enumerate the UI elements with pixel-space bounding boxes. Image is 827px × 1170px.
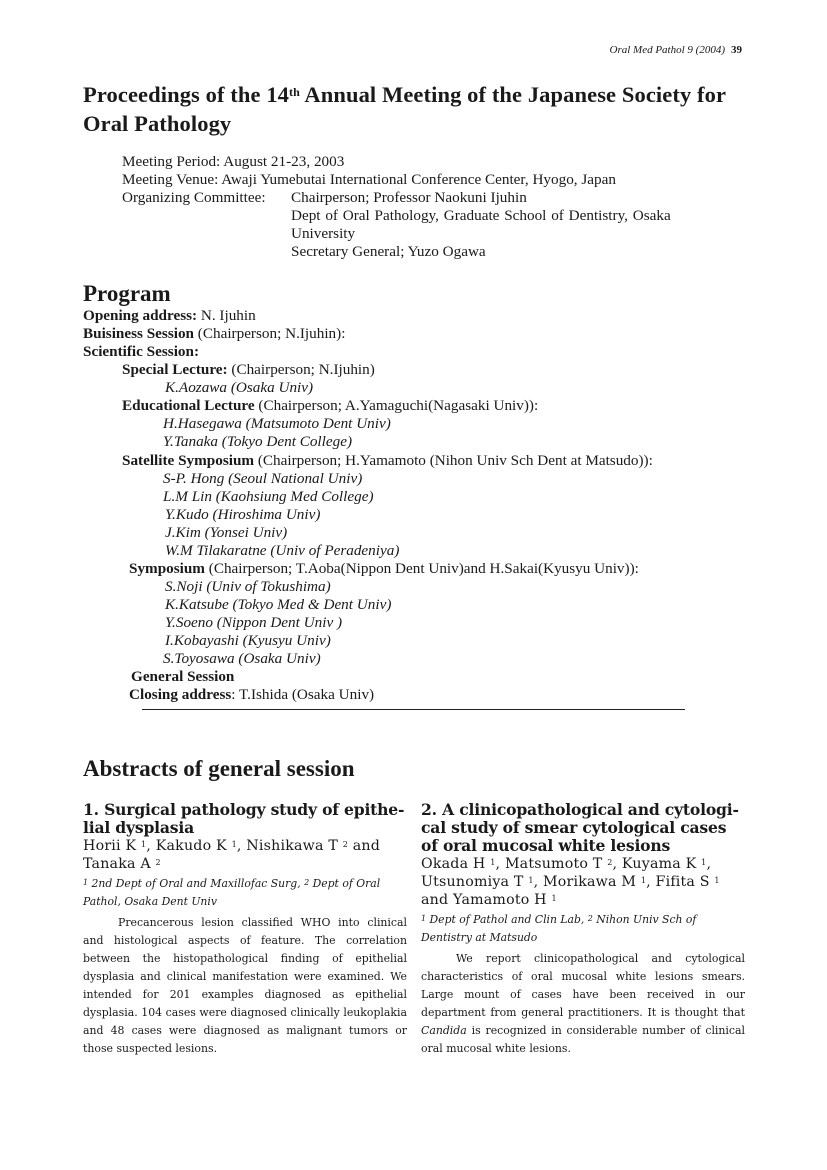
general-label: General Session: [131, 668, 235, 685]
educational-label: Educational Lecture: [122, 397, 255, 414]
abstract-2: [421, 801, 745, 1058]
author-name: Okada H: [421, 856, 491, 872]
opening-text: N. Ijuhin: [197, 307, 256, 324]
general-session: [131, 668, 234, 686]
abstract-authors: [83, 837, 407, 873]
meeting-period: Meeting Period: August 21-23, 2003: [122, 153, 345, 170]
author-affiliation-marker: 1: [141, 840, 147, 849]
author-name: Tanaka A: [83, 856, 156, 872]
title-part2: Annual Meeting of the Japanese Society for Oral Pathology: [83, 82, 726, 136]
speaker: H.Hasegawa (Matsumoto Dent Univ): [163, 415, 391, 432]
abstract-title: [83, 801, 407, 837]
author-name: Utsunomiya T: [421, 874, 529, 890]
business-label: Buisiness Session: [83, 325, 194, 342]
speaker: W.M Tilakaratne (Univ of Peradeniya): [165, 542, 400, 559]
speaker: S.Toyosawa (Osaka Univ): [163, 650, 321, 667]
speaker: Y.Soeno (Nippon Dent Univ ): [165, 614, 343, 631]
author-affiliation-marker: 1: [551, 894, 557, 903]
business-text: (Chairperson; N.Ijuhin):: [194, 325, 346, 342]
abstract-body: Precancerous lesion classified WHO into clinical and histological aspects of feature. The correlation between the histopathological finding of epithelial dysplasia and clinical manifestation were examined. We intended for 201 examples diagnosed as epithelial dysplasia. 104 cases were diagnosed clinically leukoplakia and 48 cases were diagnosed as malignant tumors or those suspected lesions.: [83, 916, 407, 1055]
affiliation-text: Dept of Oral Pathol, Osaka Dent Univ: [83, 877, 381, 908]
author-name: Nishikawa T: [246, 838, 343, 854]
abstract-1: [83, 801, 407, 1058]
author-name: Yamamoto H: [453, 892, 552, 908]
speaker: K.Aozawa (Osaka Univ): [165, 379, 314, 396]
special-text: (Chairperson; N.Ijuhin): [227, 361, 375, 378]
meeting-venue: Meeting Venue: Awaji Yumebutai International Conference Center, Hyogo, Japan: [122, 171, 616, 188]
speaker: L.M Lin (Kaohsiung Med College): [163, 488, 374, 505]
closing-address: [129, 686, 374, 704]
symposium-label: Symposium: [129, 560, 205, 577]
abstract-title-text: 2. A clinicopathological and cytologi-​cal study of smear cytological cases of oral mucosal white lesions: [421, 800, 739, 855]
committee-line: Chairperson; Professor Naokuni Ijuhin: [291, 189, 527, 206]
author-name: Fifita S: [655, 874, 715, 890]
educational-lecture: [122, 397, 538, 415]
speaker: Y.Kudo (Hiroshima Univ): [165, 506, 321, 523]
author-separator: ,: [146, 838, 156, 854]
affiliation-marker: 1: [421, 914, 427, 923]
affiliation-marker: 2: [304, 878, 310, 887]
author-separator: ,: [533, 874, 544, 890]
satellite-label: Satellite Symposium: [122, 452, 255, 469]
author-separator: and: [348, 838, 381, 854]
page-number: 39: [731, 44, 742, 56]
section-divider: [142, 709, 685, 710]
journal-citation: Oral Med Pathol 9 (2004): [609, 44, 725, 56]
educational-text: (Chairperson; A.Yamaguchi(Nagasaki Univ)):: [254, 397, 539, 414]
affiliation-text: Dept of Pathol and Clin Lab,: [426, 913, 588, 926]
opening-label: Opening address:: [83, 307, 198, 324]
author-affiliation-marker: 1: [714, 876, 720, 885]
author-separator: ,: [612, 856, 622, 872]
author-name: Kuyama K: [621, 856, 702, 872]
abstract-body: [421, 950, 745, 1058]
running-head: [610, 44, 742, 56]
abstract-authors: [421, 855, 745, 909]
abstract-title-text: 1. Surgical pathology study of epithe-​lial dysplasia: [83, 800, 405, 837]
committee-line: Dept of Oral Pathology, Graduate School of Dentistry, Osaka: [291, 207, 671, 224]
business-session: [83, 325, 345, 343]
committee-line: Secretary General; Yuzo Ogawa: [291, 243, 486, 260]
affiliation-text: 2nd Dept of Oral and Maxillofac Surg,: [88, 877, 305, 890]
author-affiliation-marker: 1: [528, 876, 534, 885]
title-part1: Proceedings of the 14: [83, 82, 290, 107]
symposium: [129, 560, 639, 578]
author-separator: and: [421, 892, 453, 908]
special-label: Special Lecture:: [122, 361, 228, 378]
committee-line: University: [291, 225, 356, 242]
speaker: I.Kobayashi (Kyusyu Univ): [165, 632, 331, 649]
scientific-label: Scientific Session:: [83, 343, 200, 360]
abstracts-heading: Abstracts of general session: [83, 756, 355, 781]
author-separator: ,: [646, 874, 656, 890]
author-affiliation-marker: 1: [701, 858, 707, 867]
title-superscript: th: [289, 85, 300, 99]
satellite-symposium: [122, 452, 653, 470]
author-affiliation-marker: 2: [342, 840, 349, 849]
speaker: K.Katsube (Tokyo Med & Dent Univ): [165, 596, 392, 613]
organizing-committee-label: Organizing Committee:: [122, 189, 266, 206]
symposium-text: (Chairperson; T.Aoba(Nippon Dent Univ)and H.Sakai(Kyusyu Univ)):: [204, 560, 639, 577]
page-title: [83, 80, 763, 138]
author-affiliation-marker: 1: [231, 840, 237, 849]
affiliation-text: Nihon Univ Sch of Dentistry at Matsudo: [421, 913, 697, 944]
speaker: J.Kim (Yonsei Univ): [165, 524, 288, 541]
author-separator: ,: [236, 838, 247, 854]
author-name: Matsumoto T: [504, 856, 608, 872]
author-affiliation-marker: 1: [490, 858, 496, 867]
author-affiliation-marker: 1: [640, 876, 647, 885]
author-name: Kakudo K: [155, 838, 232, 854]
author-affiliation-marker: 2: [155, 858, 161, 867]
affiliation-marker: 2: [587, 914, 593, 923]
abstract-affiliations: [83, 875, 407, 911]
opening-address: [83, 307, 256, 325]
body-text: We report clinicopathological and cytological characteristics of oral mucosal white lesions smears. Large mount of cases have been received in our department from general practitioners. It is thought that: [421, 952, 745, 1019]
abstract-title: [421, 801, 745, 855]
scientific-session: [83, 343, 199, 361]
speaker: S.Noji (Univ of Tokushima): [165, 578, 331, 595]
satellite-text: (Chairperson; H.Yamamoto (Nihon Univ Sch Dent at Matsudo)):: [254, 452, 653, 469]
abstract-affiliations: [421, 911, 745, 947]
affiliation-marker: 1: [83, 878, 89, 887]
program-heading: Program: [83, 281, 171, 306]
closing-label: Closing address: [129, 686, 232, 703]
author-name: Horii K: [83, 838, 141, 854]
author-separator: ,: [495, 856, 505, 872]
closing-text: : T.Ishida (Osaka Univ): [231, 686, 375, 703]
speaker: S-P. Hong (Seoul National Univ): [163, 470, 363, 487]
author-name: Morikawa M: [543, 874, 641, 890]
special-lecture: [122, 361, 375, 379]
body-italic-term: Candida: [421, 1024, 467, 1037]
body-text: is recognized in considerable number of clinical oral mucosal white lesions.: [421, 1024, 745, 1055]
author-separator: ,: [706, 856, 712, 872]
author-affiliation-marker: 2: [607, 858, 613, 867]
speaker: Y.Tanaka (Tokyo Dent College): [163, 433, 353, 450]
